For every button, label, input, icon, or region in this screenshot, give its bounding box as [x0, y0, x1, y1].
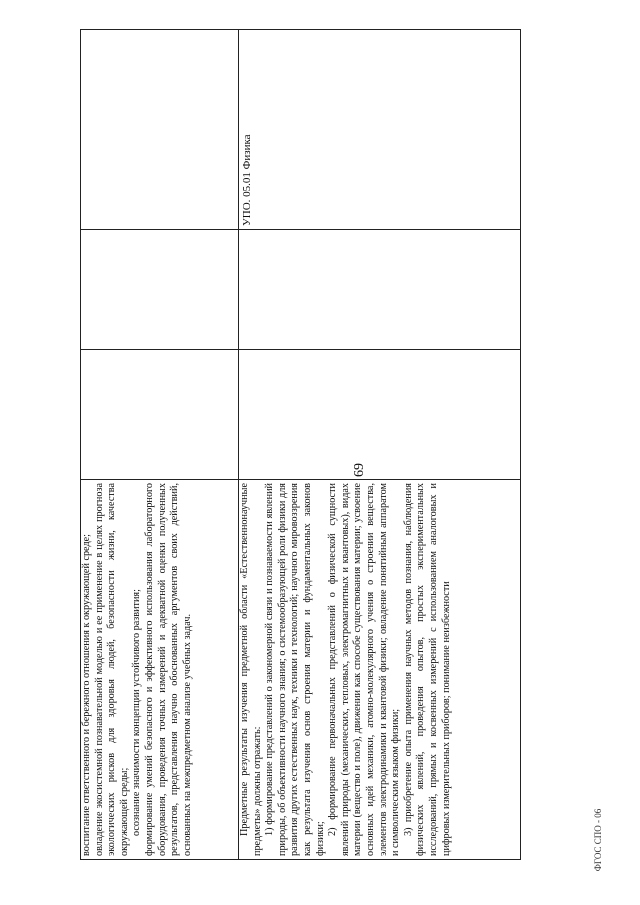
text-line: Предметные результаты изучения предметной области «Естественнонаучные предметы» должны отражать:	[239, 483, 263, 856]
table-row	[81, 30, 239, 860]
text-line: осознание значимости концепции устойчивого развития;	[131, 589, 143, 836]
text-line: овладение экосистемной познавательной моделью и ее применение в целях прогноза экологических рисков для здоровья людей, безопасности жизни, качества окружающей среды;	[93, 483, 130, 856]
discipline-code-cell: УПО. 05.01 Физика	[239, 30, 521, 230]
empty-cell	[81, 30, 239, 230]
page-number: 69	[352, 463, 367, 477]
table-row	[239, 30, 521, 860]
text-line: формирование умений безопасного и эффективного использования лабораторного оборудования, проведения точных измерений и адекватной оценки полученных результатов, представления научно обоснованных аргументов своих действий, основанных на межпредметном анализе учебных задач.	[143, 483, 193, 856]
results-cell	[239, 480, 521, 860]
footer-label: ФГОС СПО - 06	[593, 808, 603, 872]
text-line: 1) формирование представлений о закономерной связи и познаваемости явлений природы, об объективности научного знания; о системообразующей роли физики для развития других естественных наук, техники и технологий; научного мировоззрения как результата изучения основ строения материи и фундаментальных законов физики;	[264, 483, 326, 856]
empty-cell	[239, 350, 521, 480]
requirements-table	[80, 29, 521, 860]
results-cell	[81, 480, 239, 860]
text-line: 3) приобретение опыта применения научных методов познания, наблюдения физических явлений, проведения опытов, простых экспериментальных исследований, прямых и косвенных измерений с использованием аналоговых и цифровых измерительных приборов; понимание неизбежности	[402, 483, 452, 856]
empty-cell	[81, 230, 239, 350]
empty-cell	[239, 230, 521, 350]
rotated-table-wrapper	[80, 30, 520, 860]
text-line: 2) формирование первоначальных представлений о физической сущности явлений природы (механических, тепловых, электромагнитных и квантовых), видах материи (вещество и поле), движении как способе существования материи; усвоение основных идей механики, атомно-молекулярного учения о строении вещества, элементов электродинамики и квантовой физики; овладение понятийным аппаратом и символическим языком физики;	[327, 483, 402, 856]
text-line: воспитание ответственного и бережного отношения к окружающей среде;	[81, 534, 92, 856]
empty-cell	[81, 350, 239, 480]
